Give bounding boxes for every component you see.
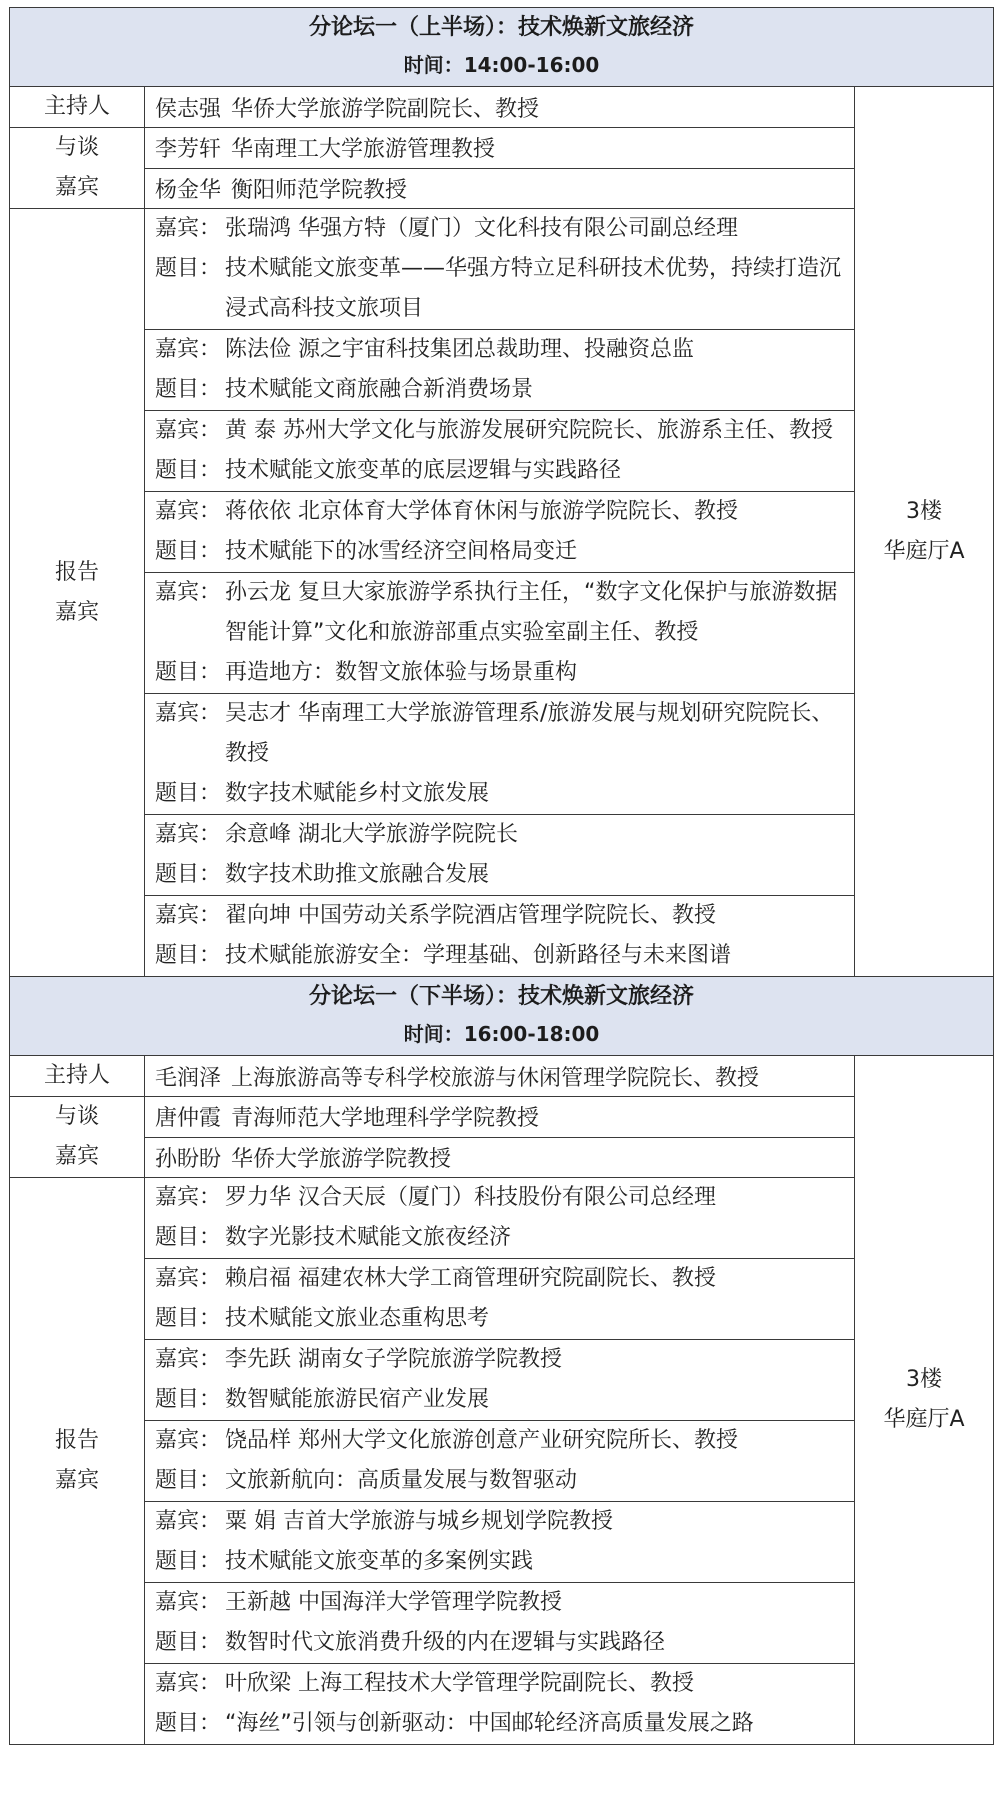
topic-prefix: 题目： [155, 781, 222, 806]
talk-topic-line [155, 1218, 846, 1258]
guest-prefix: 嘉宾： [155, 1509, 222, 1534]
talk-guest: 翟向坤 中国劳动关系学院酒店管理学院院长、教授 [225, 903, 716, 928]
talk-cell [145, 1583, 855, 1664]
session-header [10, 8, 994, 87]
topic-prefix: 题目： [155, 1549, 222, 1574]
panel-label-line: 与谈 [54, 135, 99, 160]
panel-person [145, 1137, 855, 1178]
talk-topic: “海丝”引领与创新驱动：中国邮轮经济高质量发展之路 [225, 1711, 754, 1736]
talk-guest-line [155, 330, 846, 370]
talk-guest-line [155, 209, 846, 249]
talk-cell [145, 694, 855, 815]
talk-row [10, 896, 994, 977]
talk-cell [145, 1421, 855, 1502]
panel-affiliation: 华南理工大学旅游管理教授 [231, 137, 496, 163]
panel-row [10, 128, 994, 169]
venue-floor: 3楼 [906, 498, 942, 524]
session-time [10, 48, 993, 86]
panel-affiliation: 衡阳师范学院教授 [231, 177, 408, 203]
talk-topic: 数字光影技术赋能文旅夜经济 [225, 1225, 512, 1250]
talk-guest: 余意峰 湖北大学旅游学院院长 [225, 822, 518, 847]
talk-topic: 文旅新航向：高质量发展与数智驱动 [225, 1468, 578, 1493]
talk-topic-line [155, 855, 846, 895]
topic-prefix: 题目： [155, 943, 222, 968]
talk-row [10, 1502, 994, 1583]
talk-topic-line [155, 1461, 846, 1501]
panel-name: 唐仲霞 [155, 1106, 222, 1132]
host-row [10, 87, 994, 128]
guest-prefix: 嘉宾： [155, 822, 222, 847]
talk-guest-line [155, 1583, 846, 1623]
talk-topic-line [155, 653, 846, 693]
talk-topic-line [155, 1704, 846, 1744]
topic-prefix: 题目： [155, 862, 222, 887]
talk-cell [145, 330, 855, 411]
host-label: 主持人 [10, 87, 145, 128]
guest-prefix: 嘉宾： [155, 499, 222, 524]
venue-hall: 华庭厅A [883, 1407, 965, 1432]
session-time-value: 14:00-16:00 [463, 53, 600, 77]
panel-person [145, 128, 855, 169]
talk-guest: 陈法俭 源之宇宙科技集团总裁助理、投融资总监 [225, 337, 694, 362]
session-header [10, 977, 994, 1056]
talk-topic-line [155, 1542, 846, 1582]
guest-prefix: 嘉宾： [155, 1590, 222, 1615]
talk-row [10, 1583, 994, 1664]
talk-topic: 技术赋能文旅业态重构思考 [225, 1306, 490, 1331]
speakers-label [10, 209, 145, 977]
talk-guest-line [155, 411, 846, 451]
venue-floor: 3楼 [906, 1367, 942, 1392]
talk-topic: 再造地方：数智文旅体验与场景重构 [225, 660, 578, 685]
guest-prefix: 嘉宾： [155, 580, 222, 605]
session-header-row [10, 8, 994, 87]
guest-prefix: 嘉宾： [155, 1266, 222, 1291]
speakers-label-line: 报告 [54, 1428, 99, 1453]
panel-row [10, 1097, 994, 1138]
host-name: 侯志强 [155, 96, 222, 122]
guest-prefix: 嘉宾： [155, 418, 222, 443]
talk-topic: 数字技术助推文旅融合发展 [225, 862, 490, 887]
guest-prefix: 嘉宾： [155, 1428, 222, 1453]
talk-cell [145, 1502, 855, 1583]
topic-prefix: 题目： [155, 1630, 222, 1655]
host-person [145, 1056, 855, 1097]
talk-guest-line [155, 573, 846, 653]
panel-name: 杨金华 [155, 177, 222, 203]
panel-affiliation: 青海师范大学地理科学学院教授 [231, 1106, 540, 1132]
topic-prefix: 题目： [155, 660, 222, 685]
talk-topic-line [155, 774, 846, 814]
talk-cell [145, 896, 855, 977]
talk-topic-line [155, 451, 846, 491]
schedule-table [9, 7, 994, 1745]
guest-prefix: 嘉宾： [155, 1185, 222, 1210]
talk-guest-line [155, 1502, 846, 1542]
session-title: 分论坛一（上半场）：技术焕新文旅经济 [308, 15, 694, 40]
session-title: 分论坛一（下半场）：技术焕新文旅经济 [308, 984, 694, 1009]
venue-cell [855, 1056, 994, 1745]
schedule-body [10, 8, 994, 1745]
speakers-label-line: 嘉宾 [54, 1468, 99, 1493]
forum-schedule-document [9, 7, 993, 1745]
topic-prefix: 题目： [155, 1387, 222, 1412]
talk-cell [145, 815, 855, 896]
talk-guest: 黄 泰 苏州大学文化与旅游发展研究院院长、旅游系主任、教授 [225, 418, 833, 443]
talk-topic-line [155, 936, 846, 976]
talk-cell [145, 492, 855, 573]
talk-cell [145, 1178, 855, 1259]
talk-guest-line [155, 1178, 846, 1218]
talk-topic-line [155, 249, 846, 329]
talk-guest-line [155, 1664, 846, 1704]
talk-guest: 粟 娟 吉首大学旅游与城乡规划学院教授 [225, 1509, 613, 1534]
talk-guest-line [155, 1340, 846, 1380]
topic-prefix: 题目： [155, 1468, 222, 1493]
talk-topic-line [155, 1380, 846, 1420]
talk-cell [145, 573, 855, 694]
panel-person [145, 1097, 855, 1138]
talk-guest: 王新越 中国海洋大学管理学院教授 [225, 1590, 562, 1615]
host-person [145, 87, 855, 128]
talk-row [10, 1340, 994, 1421]
session-time-label: 时间： [403, 53, 464, 77]
talk-row [10, 492, 994, 573]
venue-hall: 华庭厅A [883, 538, 965, 564]
guest-prefix: 嘉宾： [155, 903, 222, 928]
session-header-row [10, 977, 994, 1056]
panel-name: 李芳轩 [155, 137, 222, 163]
talk-row [10, 573, 994, 694]
talk-row [10, 694, 994, 815]
panel-row [10, 1137, 994, 1178]
session-time [10, 1017, 993, 1055]
talk-topic: 数字技术赋能乡村文旅发展 [225, 781, 490, 806]
talk-cell [145, 209, 855, 330]
talk-row [10, 1178, 994, 1259]
talk-topic: 数智赋能旅游民宿产业发展 [225, 1387, 490, 1412]
talk-guest: 张瑞鸿 华强方特（厦门）文化科技有限公司副总经理 [225, 216, 738, 241]
talk-row [10, 1421, 994, 1502]
speakers-label-line: 嘉宾 [54, 599, 99, 625]
talk-row [10, 1259, 994, 1340]
talk-row [10, 209, 994, 330]
talk-cell [145, 1664, 855, 1745]
host-name: 毛润泽 [155, 1065, 222, 1091]
talk-topic: 技术赋能文商旅融合新消费场景 [225, 377, 534, 402]
talk-guest: 罗力华 汉合天辰（厦门）科技股份有限公司总经理 [225, 1185, 716, 1210]
talk-cell [145, 1340, 855, 1421]
host-label: 主持人 [10, 1056, 145, 1097]
talk-row [10, 815, 994, 896]
talk-row [10, 411, 994, 492]
host-affiliation: 华侨大学旅游学院副院长、教授 [231, 96, 540, 122]
talk-guest-line [155, 815, 846, 855]
session-time-value: 16:00-18:00 [463, 1022, 600, 1046]
talk-topic-line [155, 532, 846, 572]
speakers-label-line: 报告 [54, 559, 99, 585]
talk-cell [145, 411, 855, 492]
guest-prefix: 嘉宾： [155, 337, 222, 362]
panel-person [145, 168, 855, 209]
panel-label-line: 与谈 [54, 1104, 99, 1129]
talk-row [10, 1664, 994, 1745]
guest-prefix: 嘉宾： [155, 216, 222, 241]
topic-prefix: 题目： [155, 256, 222, 281]
panel-label-line: 嘉宾 [54, 1144, 99, 1169]
talk-guest-line [155, 694, 846, 774]
talk-topic: 技术赋能文旅变革的多案例实践 [225, 1549, 534, 1574]
guest-prefix: 嘉宾： [155, 701, 222, 726]
talk-guest-line [155, 1421, 846, 1461]
talk-guest: 李先跃 湖南女子学院旅游学院教授 [225, 1347, 562, 1372]
talk-guest: 吴志才 华南理工大学旅游管理系/旅游发展与规划研究院院长、教授 [225, 701, 834, 766]
talk-topic: 技术赋能旅游安全：学理基础、创新路径与未来图谱 [225, 943, 732, 968]
topic-prefix: 题目： [155, 1711, 222, 1736]
topic-prefix: 题目： [155, 1225, 222, 1250]
talk-guest: 叶欣梁 上海工程技术大学管理学院副院长、教授 [225, 1671, 694, 1696]
guest-prefix: 嘉宾： [155, 1347, 222, 1372]
talk-topic-line [155, 1623, 846, 1663]
topic-prefix: 题目： [155, 377, 222, 402]
talk-topic: 技术赋能文旅变革的底层逻辑与实践路径 [225, 458, 622, 483]
talk-topic-line [155, 370, 846, 410]
guest-prefix: 嘉宾： [155, 1671, 222, 1696]
host-row [10, 1056, 994, 1097]
panel-label [10, 1097, 145, 1178]
panel-label-line: 嘉宾 [54, 175, 99, 200]
talk-guest-line [155, 1259, 846, 1299]
panel-label [10, 128, 145, 209]
panel-affiliation: 华侨大学旅游学院教授 [231, 1146, 452, 1172]
talk-guest-line [155, 492, 846, 532]
topic-prefix: 题目： [155, 539, 222, 564]
speakers-label [10, 1178, 145, 1745]
topic-prefix: 题目： [155, 1306, 222, 1331]
talk-guest: 饶品样 郑州大学文化旅游创意产业研究院所长、教授 [225, 1428, 738, 1453]
talk-topic: 技术赋能下的冰雪经济空间格局变迁 [225, 539, 578, 564]
talk-topic: 数智时代文旅消费升级的内在逻辑与实践路径 [225, 1630, 666, 1655]
panel-name: 孙盼盼 [155, 1146, 222, 1172]
talk-topic-line [155, 1299, 846, 1339]
talk-guest: 蒋依依 北京体育大学体育休闲与旅游学院院长、教授 [225, 499, 738, 524]
talk-guest-line [155, 896, 846, 936]
topic-prefix: 题目： [155, 458, 222, 483]
venue-cell [855, 87, 994, 977]
session-time-label: 时间： [403, 1022, 464, 1046]
talk-cell [145, 1259, 855, 1340]
host-affiliation: 上海旅游高等专科学校旅游与休闲管理学院院长、教授 [231, 1065, 760, 1091]
panel-row [10, 168, 994, 209]
talk-topic: 技术赋能文旅变革——华强方特立足科研技术优势，持续打造沉浸式高科技文旅项目 [225, 256, 842, 321]
talk-row [10, 330, 994, 411]
talk-guest: 赖启福 福建农林大学工商管理研究院副院长、教授 [225, 1266, 716, 1291]
talk-guest: 孙云龙 复旦大家旅游学系执行主任，“数字文化保护与旅游数据智能计算”文化和旅游部重点实验室副主任、教授 [225, 580, 838, 645]
